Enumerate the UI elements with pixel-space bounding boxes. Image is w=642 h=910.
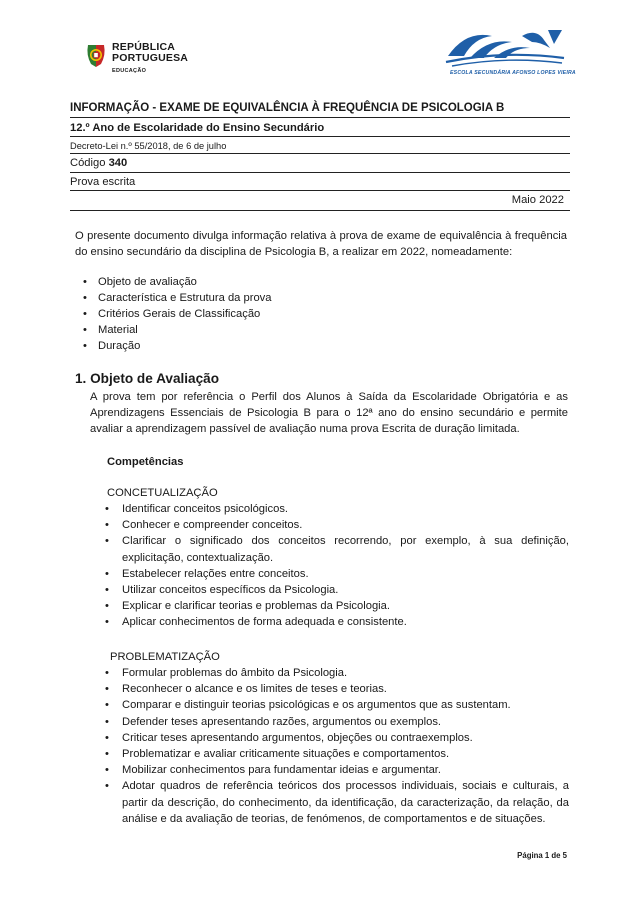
list-item: • Criticar teses apresentando argumentos, objeções ou contraexemplos. [102,730,569,746]
exam-type: Prova escrita [70,176,136,188]
exam-date: Maio 2022 [511,194,564,206]
section-title: 1. Objeto de Avaliação [75,371,220,386]
divider [70,136,570,137]
list-item: • Comparar e distinguir teorias psicológicas e os argumentos que as sustentam. [102,697,569,713]
list-item: • Clarificar o significado dos conceitos recorrendo, por exemplo, à sua definição, explicitação, contextualização. [102,533,569,565]
school-year: 12.º Ano de Escolaridade do Ensino Secundário [70,122,325,134]
list-item: • Critérios Gerais de Classificação [80,306,271,322]
school-arcs-icon [444,26,569,72]
problematizacao-list [102,665,569,827]
divider [70,117,570,118]
list-item: • Material [80,322,271,338]
divider [70,210,570,211]
list-item: • Aplicar conhecimentos de forma adequada e consistente. [102,614,569,630]
exam-code-label: Código [70,157,106,169]
list-item: • Reconhecer o alcance e os limites de teses e teorias. [102,681,569,697]
section-body: A prova tem por referência o Perfil dos Alunos à Saída da Escolaridade Obrigatória e as Aprendizagens Essenciais de Psicologia B para o 12ª ano do ensino secundário e permite avaliar a aprendizagem passível de avaliação numa prova Escrita de duração limitada. [90,391,568,435]
problematizacao-heading: PROBLEMATIZAÇÃO [110,651,220,663]
divider [70,190,570,191]
list-item: • Formular problemas do âmbito da Psicologia. [102,665,569,681]
portuguese-emblem-icon [84,42,108,68]
list-item: • Objeto de avaliação [80,274,271,290]
divider [70,172,570,173]
exam-code-value: 340 [108,157,128,169]
intro-list [80,274,271,354]
list-item: • Identificar conceitos psicológicos. [102,501,569,517]
logo-left-line2: PORTUGUESA [112,52,189,64]
page-number: Página 1 de 5 [517,851,567,860]
decree-law: Decreto-Lei n.º 55/2018, de 6 de julho [70,141,227,151]
list-item: • Mobilizar conhecimentos para fundamentar ideias e argumentar. [102,762,569,778]
list-item: • Explicar e clarificar teorias e problemas da Psicologia. [102,598,569,614]
logo-left-line1: REPÚBLICA [112,41,176,53]
republica-portuguesa-logo [84,40,194,80]
list-item: • Estabelecer relações entre conceitos. [102,566,569,582]
school-name: ESCOLA SECUNDÁRIA AFONSO LOPES VIEIRA [450,70,576,76]
list-item: • Utilizar conceitos específicos da Psicologia. [102,582,569,598]
list-item: • Adotar quadros de referência teóricos dos processos individuais, sociais e culturais, a partir da descrição, do conhecimento, da identificação, da caracterização, da relação, da análise e da avaliação de teorias, de fenómenos, de comportamentos e de situações. [102,778,569,827]
list-item: • Defender teses apresentando razões, argumentos ou exemplos. [102,714,569,730]
concetualizacao-list [102,501,569,631]
list-item: • Característica e Estrutura da prova [80,290,271,306]
competencias-heading: Competências [107,456,184,468]
divider [70,153,570,154]
list-item: • Problematizar e avaliar criticamente situações e comportamentos. [102,746,569,762]
list-item: • Conhecer e compreender conceitos. [102,517,569,533]
exam-code [70,156,570,171]
list-item: • Duração [80,338,271,354]
logo-left-line3: EDUCAÇÃO [112,68,147,74]
document-title: INFORMAÇÃO - EXAME DE EQUIVALÊNCIA À FREQUÊNCIA DE PSICOLOGIA B [70,102,505,114]
school-logo [444,26,576,78]
intro-paragraph: O presente documento divulga informação relativa à prova de exame de equivalência à frequência do ensino secundário da disciplina de Psicologia B, a realizar em 2022, nomeadamente: [75,230,567,258]
concetualizacao-heading: CONCETUALIZAÇÃO [107,487,218,499]
